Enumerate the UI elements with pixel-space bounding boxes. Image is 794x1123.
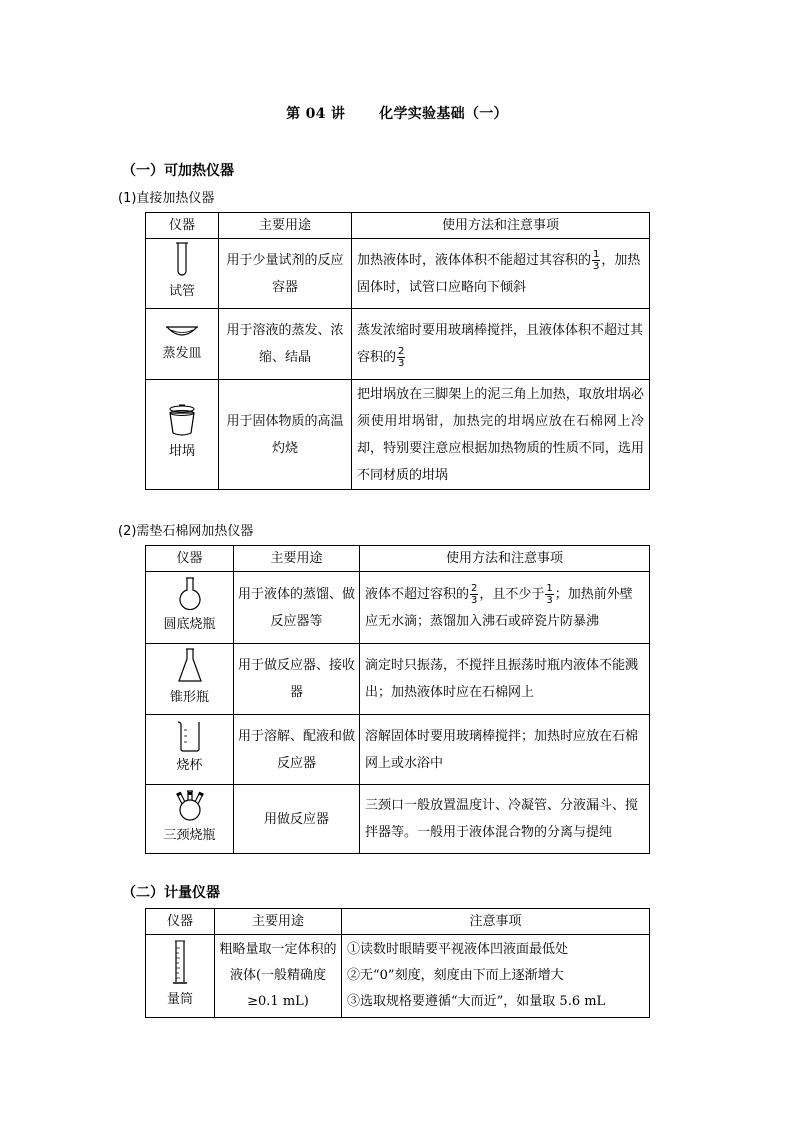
instrument-name: 圆底烧瓶 bbox=[163, 617, 216, 632]
table-row bbox=[146, 380, 650, 490]
instrument-cell bbox=[146, 380, 219, 490]
fraction-denominator: 3 bbox=[546, 594, 553, 606]
subsection-heading-direct-heat: (1)直接加热仪器 bbox=[118, 191, 215, 206]
table-row bbox=[146, 935, 650, 1018]
fraction-numerator: 2 bbox=[471, 582, 478, 594]
direct-heat-table bbox=[145, 212, 650, 490]
col-header-instrument: 仪器 bbox=[146, 213, 219, 239]
note-cell bbox=[360, 572, 650, 644]
instrument-cell bbox=[146, 309, 219, 380]
fraction-denominator: 3 bbox=[398, 358, 405, 369]
fraction-denominator: 3 bbox=[593, 260, 600, 272]
note-line: ②无“0”刻度，刻度由下而上逐渐增大 bbox=[347, 968, 564, 983]
note-cell bbox=[352, 239, 650, 309]
evaporating-dish-icon bbox=[164, 322, 200, 340]
crucible-icon bbox=[167, 404, 197, 438]
table-row bbox=[146, 572, 650, 644]
page-title bbox=[0, 103, 794, 123]
use-cell: 粗略量取一定体积的液体(一般精确度≥0.1 mL) bbox=[215, 935, 342, 1018]
table-row bbox=[146, 239, 650, 309]
note-cell bbox=[352, 309, 650, 380]
instrument-cell bbox=[146, 239, 219, 309]
fraction bbox=[545, 583, 553, 606]
fraction bbox=[397, 346, 405, 369]
instrument-cell bbox=[146, 644, 234, 715]
measuring-table bbox=[145, 908, 650, 1018]
table-row bbox=[146, 309, 650, 380]
three-neck-flask-icon bbox=[173, 790, 207, 822]
table-header-row bbox=[146, 909, 650, 935]
fraction-denominator: 3 bbox=[471, 594, 478, 606]
note-cell: 三颈口一般放置温度计、冷凝管、分液漏斗、搅拌器等。一般用于液体混合物的分离与提纯 bbox=[360, 785, 650, 854]
fraction bbox=[470, 583, 478, 606]
col-header-instrument: 仪器 bbox=[146, 909, 215, 935]
beaker-icon bbox=[177, 720, 203, 752]
note-cell: 滴定时只振荡，不搅拌且振荡时瓶内液体不能溅出；加热液体时应在石棉网上 bbox=[360, 644, 650, 715]
col-header-notes: 使用方法和注意事项 bbox=[360, 546, 650, 572]
note-cell: 溶解固体时要用玻璃棒搅拌；加热时应放在石棉网上或水浴中 bbox=[360, 715, 650, 785]
instrument-name: 坩埚 bbox=[168, 444, 195, 459]
note-cell bbox=[342, 935, 650, 1018]
instrument-cell bbox=[146, 715, 234, 785]
note-text: ，且不少于 bbox=[479, 586, 545, 602]
instrument-cell bbox=[146, 935, 215, 1018]
section-heading-heatable: （一）可加热仪器 bbox=[122, 163, 234, 179]
table-header-row bbox=[146, 213, 650, 239]
table-header-row bbox=[146, 546, 650, 572]
instrument-name: 烧杯 bbox=[176, 758, 203, 773]
note-text: 蒸发浓缩时要用玻璃棒搅拌，且液体体积不超过其容积的 bbox=[357, 323, 644, 365]
use-cell: 用于溶液的蒸发、浓缩、结晶 bbox=[219, 309, 352, 380]
fraction-numerator: 2 bbox=[398, 346, 405, 357]
subsection-heading-gauze-heat: (2)需垫石棉网加热仪器 bbox=[118, 524, 254, 539]
instrument-name: 蒸发皿 bbox=[162, 345, 202, 361]
instrument-name: 锥形瓶 bbox=[169, 689, 209, 705]
col-header-use: 主要用途 bbox=[234, 546, 360, 572]
col-header-notes: 使用方法和注意事项 bbox=[352, 213, 650, 239]
instrument-name: 试管 bbox=[168, 284, 195, 299]
use-cell: 用于溶解、配液和做反应器 bbox=[234, 715, 360, 785]
col-header-use: 主要用途 bbox=[219, 213, 352, 239]
fraction bbox=[592, 249, 600, 272]
lesson-number: 第 04 讲 bbox=[286, 106, 346, 122]
col-header-instrument: 仪器 bbox=[146, 546, 234, 572]
use-cell: 用于做反应器、接收器 bbox=[234, 644, 360, 715]
table-row bbox=[146, 785, 650, 854]
fraction-numerator: 1 bbox=[546, 582, 553, 594]
use-cell: 用做反应器 bbox=[234, 785, 360, 854]
note-text: ，加热固体时，试管口应略向下倾斜 bbox=[357, 252, 641, 295]
use-cell: 用于固体物质的高温灼烧 bbox=[219, 380, 352, 490]
col-header-use: 主要用途 bbox=[215, 909, 342, 935]
table-row bbox=[146, 644, 650, 715]
fraction-numerator: 1 bbox=[593, 248, 600, 260]
instrument-cell bbox=[146, 572, 234, 644]
note-text: 加热液体时，液体体积不能超过其容积的 bbox=[357, 252, 592, 268]
note-cell: 把坩埚放在三脚架上的泥三角上加热，取放坩埚必须使用坩埚钳，加热完的坩埚应放在石棉网上冷却，特别要注意应根据加热物质的性质不同，选用不同材质的坩埚 bbox=[352, 380, 650, 490]
round-bottom-flask-icon bbox=[178, 577, 202, 611]
gauze-heat-table bbox=[145, 545, 650, 854]
table-row bbox=[146, 715, 650, 785]
note-text: ；加热前外壁应无水滴；蒸馏加入沸石或碎瓷片防暴沸 bbox=[365, 586, 633, 629]
graduated-cylinder-icon bbox=[171, 940, 189, 986]
note-line: ①读数时眼睛要平视液体凹液面最低处 bbox=[347, 942, 569, 957]
instrument-name: 三颈烧瓶 bbox=[163, 827, 216, 843]
note-line: ③选取规格要遵循“大而近”，如量取 5.6 mL bbox=[347, 994, 606, 1009]
note-text: 液体不超过容积的 bbox=[365, 586, 470, 602]
section-heading-measuring: （二）计量仪器 bbox=[122, 885, 220, 901]
col-header-notes: 注意事项 bbox=[342, 909, 650, 935]
use-cell: 用于液体的蒸馏、做反应器等 bbox=[234, 572, 360, 644]
instrument-cell bbox=[146, 785, 234, 854]
use-cell: 用于少量试剂的反应容器 bbox=[219, 239, 352, 309]
instrument-name: 量筒 bbox=[166, 991, 193, 1007]
lesson-topic: 化学实验基础（一） bbox=[379, 106, 508, 122]
test-tube-icon bbox=[172, 242, 192, 278]
conical-flask-icon bbox=[177, 648, 203, 684]
